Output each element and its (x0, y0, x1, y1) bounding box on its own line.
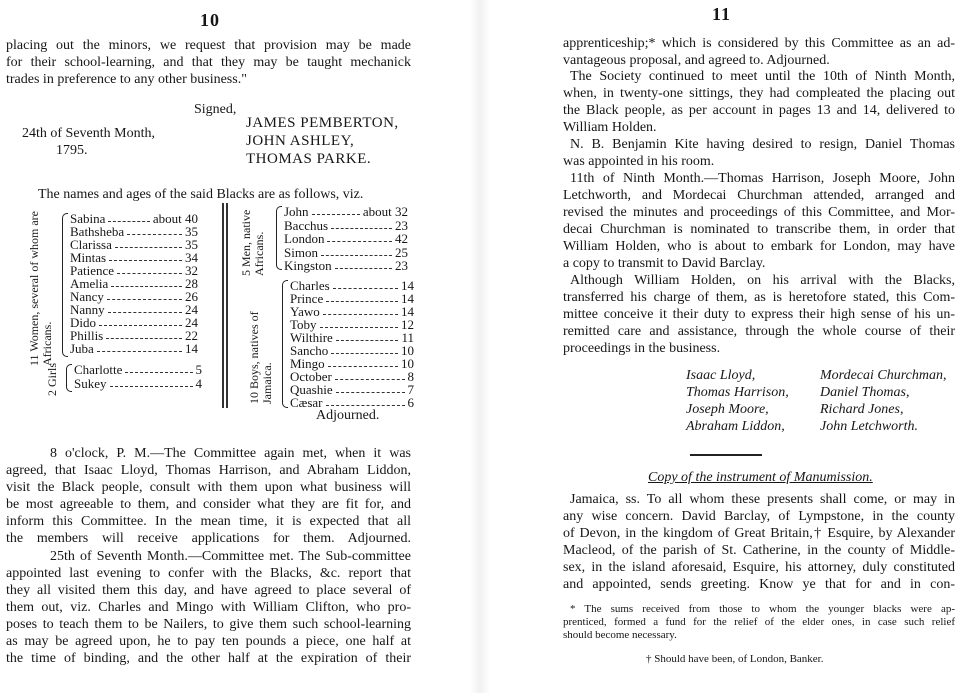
page-number: 11 (712, 4, 732, 24)
right-page (490, 0, 980, 693)
text-line: Macleod, of the parish of St. Catherine, in the county of Middle- (563, 543, 955, 558)
person-name: Prince (290, 291, 324, 306)
person-age: 42 (395, 231, 408, 246)
footnote-line: prenticed, formed a fund for the relief of the elder ones, in case such relief (563, 616, 955, 628)
person-name: Kingston (284, 258, 332, 273)
roster-row (74, 376, 202, 391)
person-name: Nanny (70, 302, 105, 317)
left-page (0, 0, 470, 693)
dot-leader (333, 278, 398, 289)
text-line: 8 o'clock, P. M.—The Committee again met, when it was (50, 446, 411, 461)
dot-leader (115, 237, 182, 248)
signature-name: Mordecai Churchman, (820, 368, 947, 383)
dot-leader (108, 211, 149, 222)
person-name: Sukey (74, 376, 107, 391)
text-line: Letchworth, and Mordecai Churchman attended, arranged and (563, 188, 955, 203)
person-age: 23 (395, 217, 408, 233)
person-name: Phillis (70, 328, 104, 343)
person-age: 35 (185, 224, 198, 239)
roster-row (70, 341, 198, 356)
person-name: Toby (290, 317, 317, 332)
adjourned-text: Adjourned. (316, 408, 380, 423)
person-name: Amelia (70, 276, 109, 291)
text-line: N. B. Benjamin Kite having desired to resign, Daniel Thomas (570, 137, 955, 152)
person-name: Cæsar (290, 395, 323, 410)
text-line: sex, in the island aforesaid, Esquire, his attorney, duly constituted (563, 560, 955, 575)
text-line: 11th of Ninth Month.—Thomas Harrison, Joseph Moore, John (570, 171, 955, 186)
dot-leader (117, 263, 182, 274)
text-line: they all visited them this day, and have agreed to place several of (6, 583, 411, 598)
person-name: Nancy (70, 289, 104, 304)
roster-row (74, 362, 202, 377)
person-name: Simon (284, 244, 318, 260)
section-rule (690, 454, 762, 456)
text-line: the time of binding, and the other half at the expiration of their (6, 651, 411, 666)
text-line: any wise concern. David Barclay, of Lympstone, in the county (563, 509, 955, 524)
person-name: John (284, 204, 309, 219)
person-name: Charlotte (74, 362, 123, 377)
dot-leader (326, 291, 398, 302)
dot-leader (109, 250, 182, 261)
dot-leader (323, 304, 398, 315)
person-age: 7 (407, 382, 414, 397)
dot-leader (106, 328, 182, 339)
date-line: 24th of Seventh Month, (22, 126, 155, 141)
person-age: 22 (185, 328, 198, 343)
column-divider (226, 203, 228, 408)
person-age: 14 (401, 291, 414, 306)
dot-leader (111, 276, 182, 287)
footnote-line: should become necessary. (563, 629, 677, 641)
signature-name: Abraham Liddon, (686, 419, 785, 434)
text-line: visit the Black people, consult with them upon what business will (6, 480, 411, 495)
person-name: Dido (70, 315, 96, 330)
signature-name: John Letchworth. (820, 419, 918, 434)
person-age: 5 (195, 362, 202, 377)
person-age: 24 (185, 302, 198, 317)
person-age: 24 (185, 315, 198, 330)
column-divider (222, 203, 224, 408)
person-age: 4 (195, 376, 202, 391)
person-age: 10 (401, 343, 414, 358)
dot-leader (335, 369, 405, 380)
signature-name: Richard Jones, (820, 402, 904, 417)
person-age: 32 (185, 263, 198, 278)
person-name: Quashie (290, 382, 333, 397)
text-line: appointed last evening to confer with the Blacks, &c. report that (6, 566, 411, 581)
boys-bracket (282, 280, 288, 408)
person-name: Clarissa (70, 237, 112, 252)
text-line: vantageous proposal, and agreed to. Adjourned. (563, 53, 830, 68)
person-age: 28 (185, 276, 198, 291)
person-name: Mintas (70, 250, 107, 265)
dot-leader (335, 258, 392, 269)
person-age: 34 (185, 250, 198, 265)
signature-name: Isaac Lloyd, (686, 368, 756, 383)
text-line: apprenticeship;* which is considered by this Committee as an ad- (563, 36, 955, 51)
text-line: agreed, that Isaac Lloyd, Thomas Harrison, and Abraham Liddon, (6, 463, 411, 478)
person-age: 25 (395, 244, 408, 260)
text-line: the members will receive applications for them. Adjourned. (6, 531, 411, 546)
text-line: revised the minutes and proceedings of this Committee, and Mor- (563, 205, 955, 220)
page-number: 10 (200, 10, 220, 30)
text-line: a copy to transmit to David Barclay. (563, 256, 766, 271)
person-age: 11 (401, 330, 414, 345)
person-name: London (284, 231, 325, 246)
person-name: Sabina (70, 211, 106, 226)
dot-leader (110, 376, 193, 387)
person-name: Wilthire (290, 330, 333, 345)
text-line: as may be agreed upon, he to pay ten pounds a piece, one half at (6, 634, 411, 649)
text-line: of Devon, in the kingdom of Great Britain,† Esquire, by Alexander (563, 526, 955, 541)
person-age: 35 (185, 237, 198, 252)
text-line: Jamaica, ss. To all whom these presents shall come, or may in (570, 492, 955, 507)
dot-leader (108, 302, 182, 313)
text-line: when, in twenty-one sittings, they had compleated the placing out (563, 86, 955, 101)
person-name: Yawo (290, 304, 320, 319)
text-line: placing out the minors, we request that provision may be made (6, 38, 411, 53)
person-name: Bathsheba (70, 224, 125, 239)
person-name: Sancho (290, 343, 329, 358)
text-line: for their school-learning, and that they may be taught mechanick (6, 55, 411, 70)
dot-leader (107, 289, 182, 300)
text-line: be most agreeable to them, and consider what they are fit for, and (6, 497, 411, 512)
person-name: October (290, 369, 332, 384)
dot-leader (321, 245, 392, 256)
signed-label: Signed, (194, 102, 237, 117)
text-line: Although William Holden, on his arrival with the Blacks, (570, 273, 955, 288)
text-line: poses to teach them to be Nailers, to give them such school-learning (6, 617, 411, 632)
person-age: 8 (407, 369, 414, 384)
dot-leader (320, 317, 398, 328)
dot-leader (99, 315, 182, 326)
text-line: remitted care and assistance, through the whole course of their (563, 324, 955, 339)
person-age: 12 (401, 317, 414, 332)
text-line: William Holden, who is about to embark for London, may have (563, 239, 955, 254)
names-heading: The names and ages of the said Blacks are as follows, viz. (38, 187, 364, 202)
text-line: The Society continued to meet until the 10th of Ninth Month, (570, 69, 955, 84)
signature-name: Joseph Moore, (686, 402, 769, 417)
roster-row (284, 258, 408, 273)
boys-group-label: 10 Boys, natives of Jamaica. (247, 311, 274, 404)
text-line: trades in preference to any other business." (6, 72, 247, 87)
person-age: about 40 (152, 211, 198, 226)
person-name: Mingo (290, 356, 325, 371)
women-bracket (62, 213, 68, 357)
person-name: Bacchus (284, 217, 329, 233)
dot-leader (328, 356, 398, 367)
dot-leader (331, 343, 398, 354)
person-age: 14 (401, 304, 414, 319)
text-line: inform this Committee. In the mean time, it is expected that all (6, 514, 411, 529)
person-age: 10 (401, 356, 414, 371)
text-line: decai Churchman is nominated to transcribe them, in order that (563, 222, 955, 237)
person-age: 23 (395, 258, 408, 273)
footnote-line: * The sums received from those to whom the younger blacks were ap- (570, 603, 955, 615)
person-age: 26 (185, 289, 198, 304)
person-age: about 32 (362, 204, 408, 219)
signatory: JAMES PEMBERTON, (246, 115, 399, 131)
men-bracket (276, 206, 282, 270)
dot-leader (331, 218, 392, 229)
dot-leader (327, 231, 392, 242)
signatory: THOMAS PARKE. (246, 151, 372, 167)
men-group-label: 5 Men, native Africans. (239, 209, 266, 276)
signature-name: Daniel Thomas, (820, 385, 910, 400)
text-line: was appointed in his room. (563, 154, 715, 169)
signature-name: Thomas Harrison, (686, 385, 789, 400)
girls-group-label: 2 Girls (45, 363, 59, 396)
dot-leader (312, 204, 360, 215)
signatory: JOHN ASHLEY, (246, 133, 355, 149)
person-age: 14 (401, 278, 414, 293)
text-line: the Black people, as per account in pages 13 and 14, delivered to (563, 103, 955, 118)
dot-leader (127, 224, 182, 235)
dot-leader (326, 395, 405, 406)
person-name: Patience (70, 263, 115, 278)
text-line: mittee conceive it their duty to express their high sense of his un- (563, 307, 955, 322)
date-line: 1795. (56, 143, 88, 158)
dot-leader (97, 341, 182, 352)
dot-leader (125, 362, 192, 373)
dot-leader (336, 382, 405, 393)
person-name: Charles (290, 278, 330, 293)
person-age: 6 (407, 395, 414, 410)
instrument-heading: Copy of the instrument of Manumission. (648, 470, 873, 485)
girls-bracket (66, 364, 72, 392)
text-line: 25th of Seventh Month.—Committee met. The Sub-committee (50, 549, 411, 564)
text-line: transferred his charge of them, as is heretofore stated, this Com- (563, 290, 955, 305)
text-line: them out, viz. Charles and Mingo with William Clifton, who pro- (6, 600, 411, 615)
person-name: Juba (70, 341, 94, 356)
text-line: and appointed, sends greeting. Know ye that for and in con- (563, 577, 955, 592)
person-age: 14 (185, 341, 198, 356)
footnote: † Should have been, of London, Banker. (646, 653, 824, 665)
dot-leader (336, 330, 399, 341)
text-line: William Holden. (563, 120, 657, 135)
women-group-label: 11 Women, several of whom are Africans. (27, 211, 54, 366)
text-line: proceedings in the business. (563, 341, 721, 356)
page-gutter (470, 0, 490, 693)
